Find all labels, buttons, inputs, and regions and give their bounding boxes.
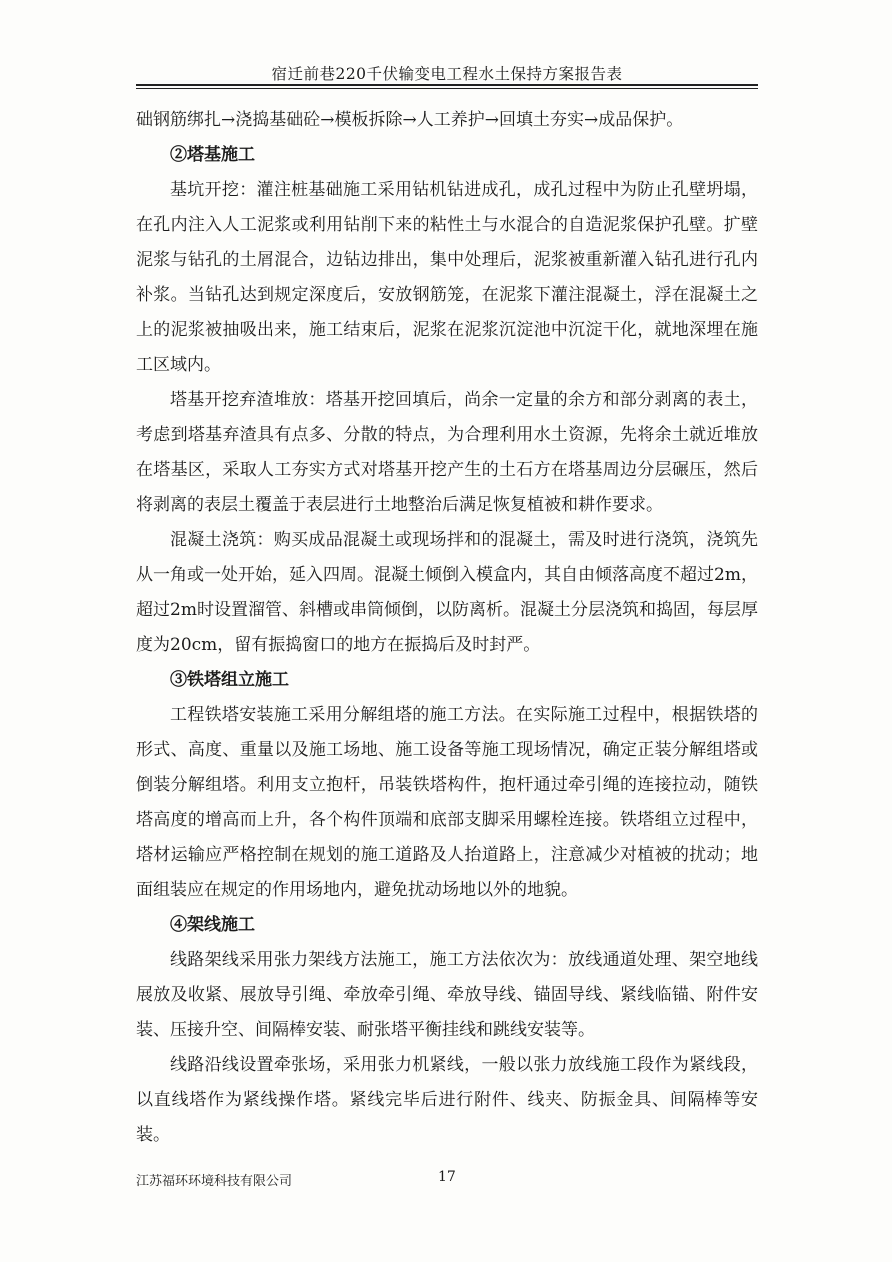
footer-company-name: 江苏福环环境科技有限公司 [136, 1174, 293, 1189]
paragraph-tension-field: 线路沿线设置牵张场，采用张力机紧线，一般以张力放线施工段作为紧线段，以直线塔作为紧线操作塔。紧线完毕后进行附件、线夹、防振金具、间隔棒等安装。 [136, 1055, 758, 1145]
paragraph-tower-erection: 工程铁塔安装施工采用分解组塔的施工方法。在实际施工过程中，根据铁塔的形式、高度、重量以及施工场地、施工设备等施工现场情况，确定正装分解组塔或倒装分解组塔。利用支立抱杆，吊装铁塔构件，抱杆通过牵引绳的连接拉动，随铁塔高度的增高而上升，各个构件顶端和底部支脚采用螺栓连接。铁塔组立过程中，塔材运输应严格控制在规划的施工道路及人抬道路上，注意减少对植被的扰动；地面组装应在规定的作用场地内，避免扰动场地以外的地貌。 [136, 705, 758, 900]
header-rule-thick [136, 84, 758, 86]
paragraph-continuation: 础钢筋绑扎→浇捣基础砼→模板拆除→人工养护→回填土夯实→成品保护。 [136, 110, 684, 130]
section-heading-tower-foundation: ②塔基施工 [170, 145, 255, 165]
document-body [136, 103, 758, 1153]
paragraph-concrete-pouring: 混凝土浇筑：购买成品混凝土或现场拌和的混凝土，需及时进行浇筑，浇筑先从一角或一处开始，延入四周。混凝土倾倒入模盒内，其自由倾落高度不超过2m，超过2m时设置溜管、斜槽或串筒倾倒，以防离析。混凝土分层浇筑和捣固，每层厚度为20cm，留有振捣窗口的地方在振捣后及时封严。 [136, 530, 758, 655]
section-heading-tower-erection: ③铁塔组立施工 [170, 670, 289, 690]
paragraph-spoil-stacking: 塔基开挖弃渣堆放：塔基开挖回填后，尚余一定量的余方和部分剥离的表土，考虑到塔基弃渣具有点多、分散的特点，为合理利用水土资源，先将余土就近堆放在塔基区，采取人工夯实方式对塔基开挖产生的土石方在塔基周边分层碾压，然后将剥离的表层土覆盖于表层进行土地整治后满足恢复植被和耕作要求。 [136, 390, 758, 515]
section-heading-stringing: ④架线施工 [170, 915, 255, 935]
page-header-title: 宿迁前巷220千伏输变电工程水土保持方案报告表 [271, 65, 623, 83]
header-rule-thin [136, 88, 758, 89]
paragraph-stringing-method: 线路架线采用张力架线方法施工，施工方法依次为：放线通道处理、架空地线展放及收紧、展放导引绳、牵放牵引绳、牵放导线、锚固导线、紧线临锚、附件安装、压接升空、间隔棒安装、耐张塔平衡挂线和跳线安装等。 [136, 950, 758, 1040]
footer-page-number: 17 [438, 1169, 456, 1185]
paragraph-foundation-excavation: 基坑开挖：灌注桩基础施工采用钻机钻进成孔，成孔过程中为防止孔壁坍塌，在孔内注入人工泥浆或利用钻削下来的粘性土与水混合的自造泥浆保护孔壁。扩壁泥浆与钻孔的土屑混合，边钻边排出，集中处理后，泥浆被重新灌入钻孔进行孔内补浆。当钻孔达到规定深度后，安放钢筋笼，在泥浆下灌注混凝土，浮在混凝土之上的泥浆被抽吸出来，施工结束后，泥浆在泥浆沉淀池中沉淀干化，就地深埋在施工区域内。 [136, 180, 758, 375]
